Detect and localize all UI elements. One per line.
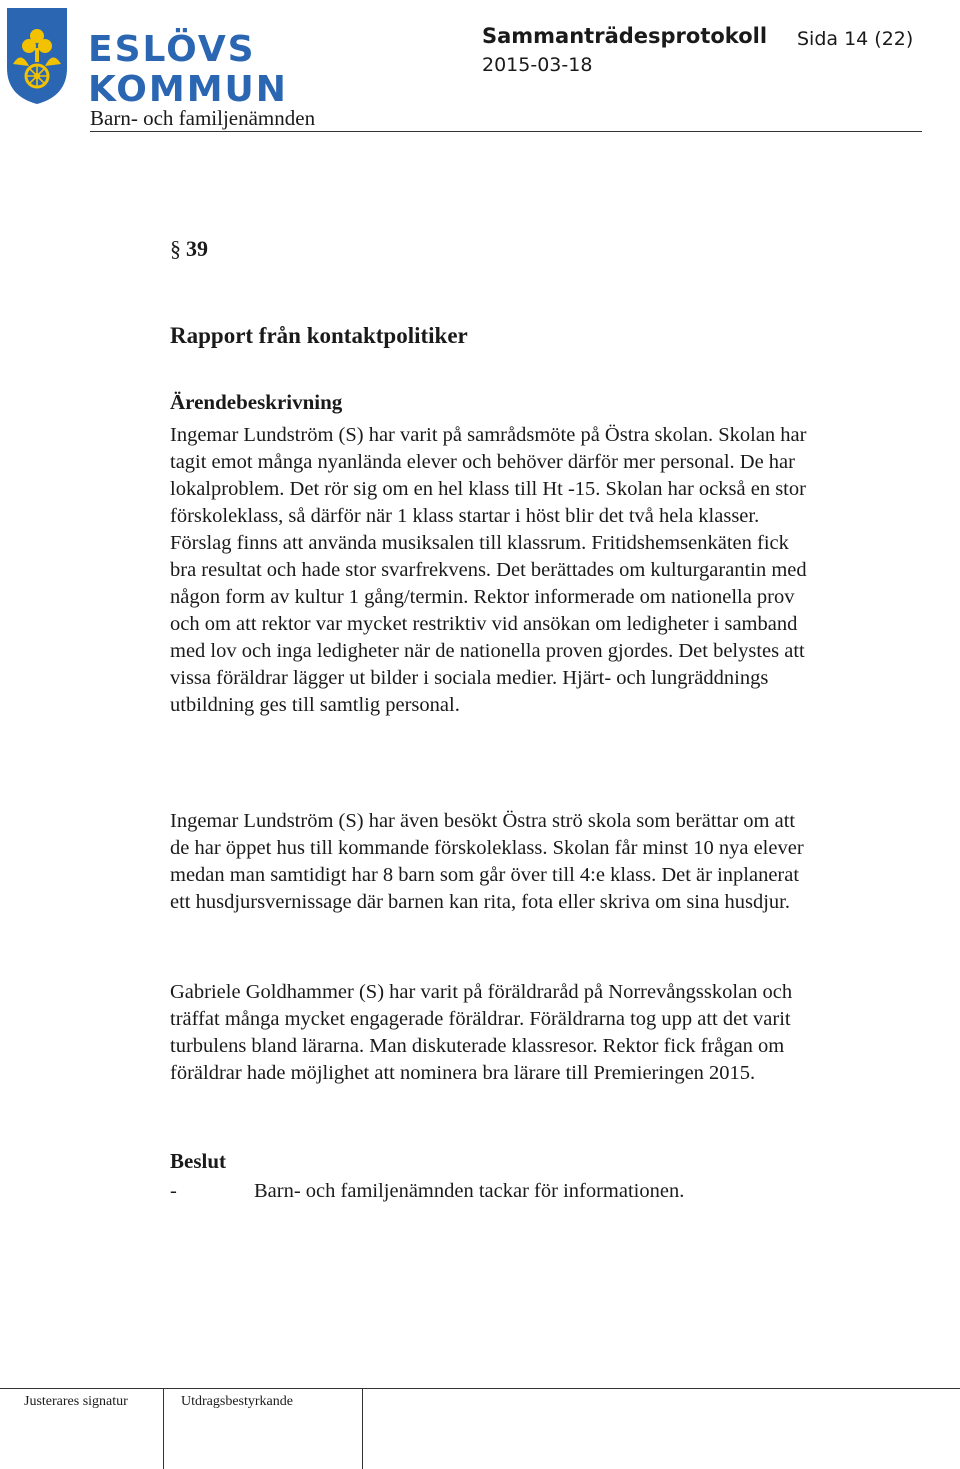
footer-column-divider-2 <box>362 1388 363 1469</box>
page-number: Sida 14 (22) <box>797 28 914 50</box>
body-paragraph-1: Ingemar Lundström (S) har varit på samrådsmöte på Östra skolan. Skolan har tagit emot många nyanlända elever och behöver därför mer personal. De har lokalproblem. Det rör sig om en hel klass till Ht -15. Skolan har också en stor förskoleklass, så därför när 1 klass startar i höst blir det två hela klasser. Förslag finns att använda musiksalen till klassrum. Fritidshemsenkäten fick bra resultat och hade stor svarfrekvens. Det berättades om kulturgarantin med någon form av kultur 1 gång/termin. Rektor informerade om nationella prov och om att rektor var mycket restriktiv vid ansökan om ledigheter i samband med lov och inga ledigheter när de nationella proven gjordes. Det belystes att vissa föräldrar lägger ut bilder i sociala medier. Hjärt- och lungräddnings utbildning ges till samtlig personal. <box>170 424 807 716</box>
footer-divider <box>0 1388 960 1389</box>
meeting-date: 2015-03-18 <box>482 54 593 76</box>
header-divider <box>90 131 922 132</box>
section-symbol: § <box>170 236 181 261</box>
document-title: Sammanträdesprotokoll <box>482 24 768 48</box>
municipality-logo <box>88 30 288 110</box>
decision-heading: Beslut <box>170 1149 227 1173</box>
paragraph-number <box>170 236 208 262</box>
extract-certification-label: Utdragsbestyrkande <box>181 1394 293 1409</box>
municipality-crest-icon <box>5 6 69 106</box>
committee-name: Barn- och familjenämnden <box>90 106 316 130</box>
decision-text: Barn- och familjenämnden tackar för informationen. <box>254 1180 685 1202</box>
body-paragraph-2: Ingemar Lundström (S) har även besökt Östra strö skola som berättar om att de har öppet hus till kommande förskoleklass. Skolan får minst 10 nya elever medan man samtidigt har 8 barn som går över till 4:e klass. Det är inplanerat ett husdjursvernissage där barnen kan rita, fota eller skriva om sina husdjur. <box>170 810 804 913</box>
decision-bullet: - <box>170 1180 177 1202</box>
logo-line-1: ESLÖVS <box>88 29 256 70</box>
item-heading: Rapport från kontaktpolitiker <box>170 323 468 348</box>
case-description-heading: Ärendebeskrivning <box>170 390 343 414</box>
decision-item <box>170 1180 684 1203</box>
logo-line-2: KOMMUN <box>88 69 288 110</box>
body-paragraph-3: Gabriele Goldhammer (S) har varit på föräldraråd på Norrevångsskolan och träffat många mycket engagerade föräldrar. Föräldrarna tog upp att det varit turbulens bland lärarna. Man diskuterade klassresor. Rektor fick frågan om föräldrar hade möjlighet att nominera bra lärare till Premieringen 2015. <box>170 981 793 1084</box>
paragraph-number-value: 39 <box>186 236 208 261</box>
footer-column-divider-1 <box>163 1388 164 1469</box>
signature-field-label: Justerares signatur <box>24 1394 128 1409</box>
